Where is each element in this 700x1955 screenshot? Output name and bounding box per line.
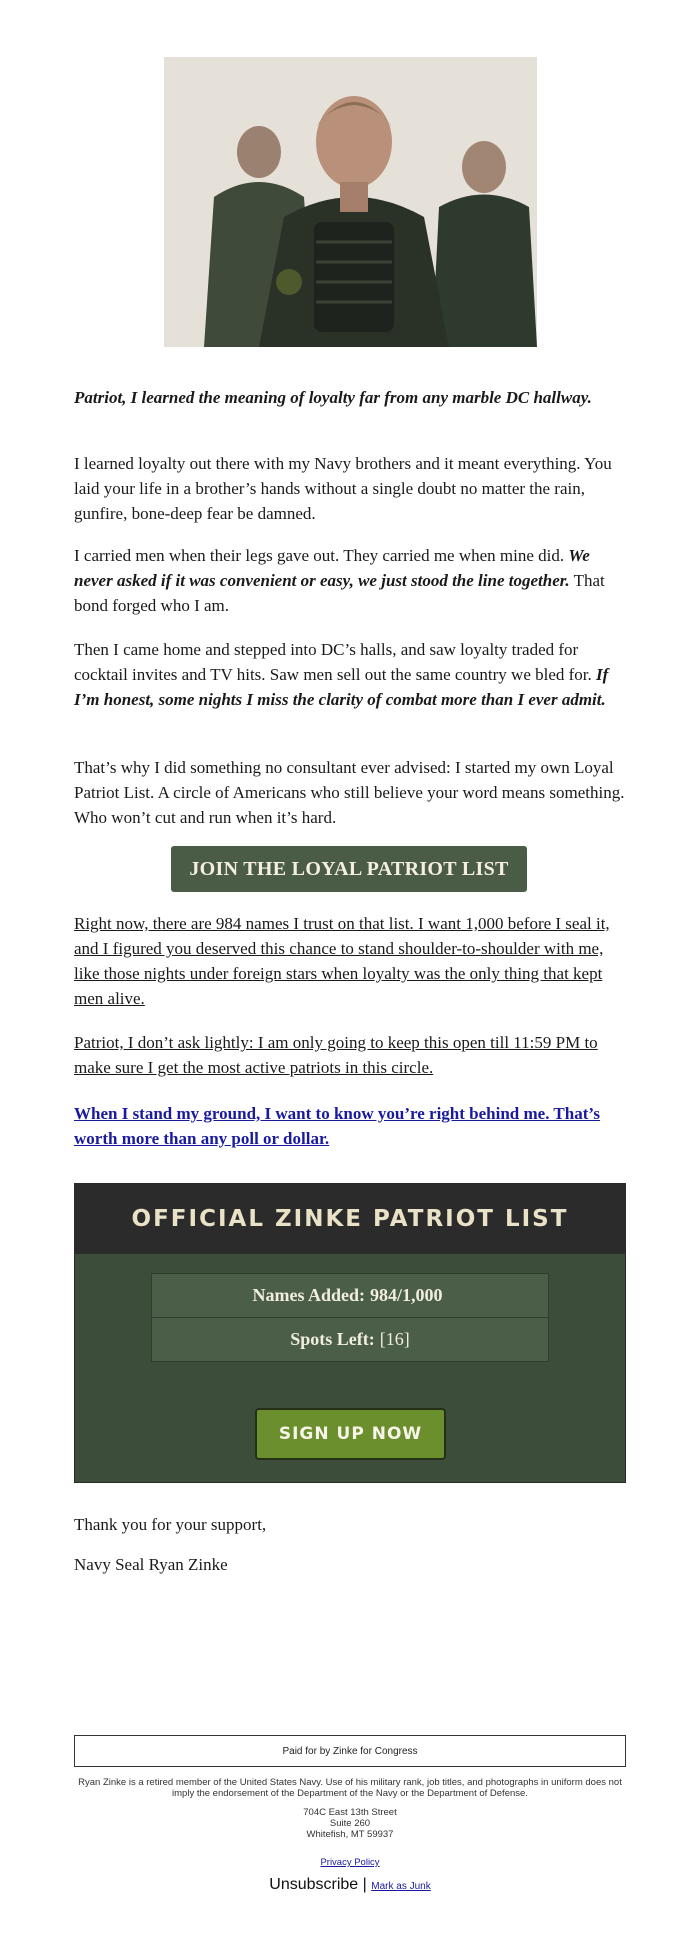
spots-left-stat xyxy=(151,1317,549,1362)
sign-up-button[interactable]: SIGN UP NOW xyxy=(255,1408,446,1460)
privacy-policy-link[interactable]: Privacy Policy xyxy=(320,1857,380,1868)
footer-separator: | xyxy=(362,1876,367,1893)
paragraph-1: I learned loyalty out there with my Navy brothers and it meant everything. You laid your life in a brother’s hands without a single doubt no matter the rain, gunfire, bone-deep fear be damned. xyxy=(74,454,612,523)
address-line-1: 704C East 13th Street xyxy=(303,1807,397,1818)
address-line-3: Whitefish, MT 59937 xyxy=(306,1829,394,1840)
paragraph-3-a: Then I came home and stepped into DC’s halls, and saw loyalty traded for cocktail invites and TV hits. Saw men sell out the same country we bled for. xyxy=(74,640,597,684)
paragraph-6-link[interactable]: Patriot, I don’t ask lightly: I am only going to keep this open till 11:59 PM to make sure I get the most active patriots in this circle. xyxy=(74,1033,598,1077)
paragraph-7-link[interactable]: When I stand my ground, I want to know you’re right behind me. That’s worth more than any poll or dollar. xyxy=(74,1104,600,1148)
privacy-policy-row xyxy=(74,1857,626,1868)
paragraph-3 xyxy=(74,637,626,712)
intro-text: Patriot, I learned the meaning of loyalty far from any marble DC hallway. xyxy=(74,388,592,407)
unsubscribe-link[interactable]: Unsubscribe xyxy=(269,1876,359,1893)
paragraph-5-link[interactable]: Right now, there are 984 names I trust on that list. I want 1,000 before I seal it, and I figured you deserved this chance to stand shoulder-to-shoulder with me, like those nights under foreign stars when loyalty was the only thing that kept men alive. xyxy=(74,914,610,1008)
patriot-list-box xyxy=(74,1183,626,1483)
spots-left-value: [16] xyxy=(379,1329,410,1349)
join-list-button[interactable]: JOIN THE LOYAL PATRIOT LIST xyxy=(171,846,527,892)
paragraph-2 xyxy=(74,543,626,618)
patriot-list-title: OFFICIAL ZINKE PATRIOT LIST xyxy=(75,1184,625,1254)
military-disclaimer: Ryan Zinke is a retired member of the United States Navy. Use of his military rank, job titles, and photographs in uniform does not imply the endorsement of the Department of the Navy or the Department of Defense. xyxy=(78,1777,622,1799)
address-line-2: Suite 260 xyxy=(329,1818,371,1829)
paragraph-4: That’s why I did something no consultant ever advised: I started my own Loyal Patriot List. A circle of Americans who still believe your word means something. Who won’t cut and run when it’s hard. xyxy=(74,758,625,827)
names-added-value: 984/1,000 xyxy=(370,1285,443,1305)
paid-for-box: Paid for by Zinke for Congress xyxy=(74,1735,626,1767)
mark-as-junk-link[interactable]: Mark as Junk xyxy=(371,1881,431,1892)
spots-left-label: Spots Left: xyxy=(290,1329,375,1349)
paragraph-2-a: I carried men when their legs gave out. They carried me when mine did. xyxy=(74,546,569,565)
paragraph-2-b: We never asked if it was convenient or easy, we just stood the line together. xyxy=(74,546,590,590)
paragraph-2-c: That bond forged who I am. xyxy=(74,571,605,615)
signature: Navy Seal Ryan Zinke xyxy=(74,1555,228,1574)
closing-text: Thank you for your support, xyxy=(74,1515,267,1534)
names-added-label: Names Added: xyxy=(252,1285,365,1305)
unsubscribe-row xyxy=(74,1876,626,1894)
names-added-stat xyxy=(151,1273,549,1318)
paragraph-3-b: If I’m honest, some nights I miss the clarity of combat more than I ever admit. xyxy=(74,665,609,709)
hero-photo xyxy=(164,57,537,347)
